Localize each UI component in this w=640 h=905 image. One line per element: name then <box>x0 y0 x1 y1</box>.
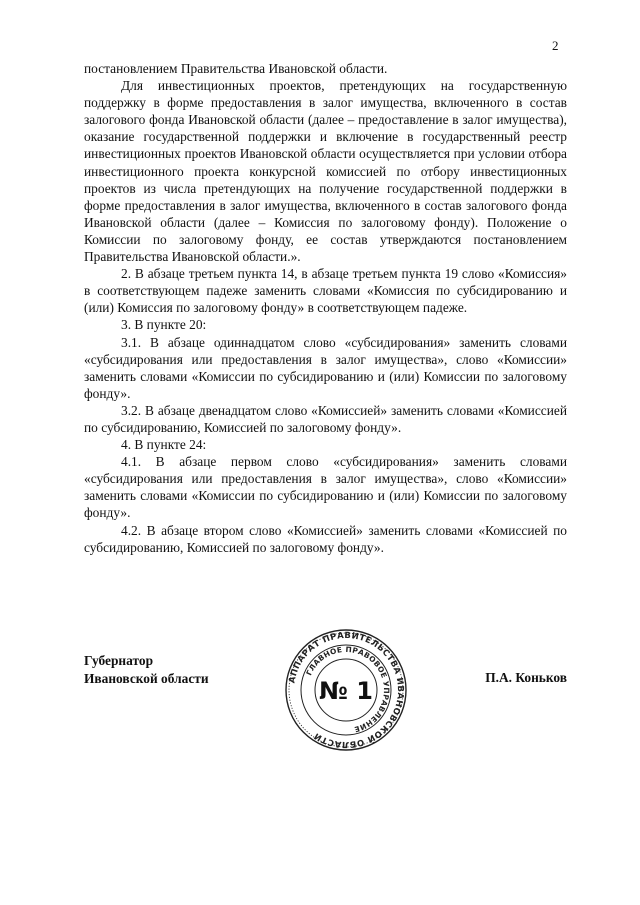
seal-outer-text: АППАРАТ ПРАВИТЕЛЬСТВА ИВАНОВСКОЙ ОБЛАСТИ <box>287 630 406 750</box>
paragraph-item-4-2: 4.2. В абзаце втором слово «Комиссией» заменить словами «Комиссией по субсидированию, Комиссией по залоговому фонду». <box>84 522 567 555</box>
official-seal <box>284 628 408 752</box>
paragraph-item-3-1: 3.1. В абзаце одиннадцатом слово «субсидирования» заменить словами «субсидирования или предоставления в залог имущества», слово «Комиссии» заменить словами «Комиссии по субсидированию и (или) Комиссии по залоговому фонду». <box>84 334 567 401</box>
signature-position-line1: Губернатор <box>84 653 154 668</box>
paragraph-investment-projects: Для инвестиционных проектов, претендующих на государственную поддержку в форме предоставления в залог имущества, включенного в состав залогового фонда Ивановской области (далее – предоставление в залог имущества), оказание государственной поддержки и включение в государственный реестр инвестиционных проектов Ивановской области осуществляется при условии отбора инвестиционного проекта конкурсной комиссией по отбору инвестиционных проектов из числа претендующих на получение государственной поддержки в форме предоставления в залог имущества, включенного в состав залогового фонда Ивановской области (далее – Комиссия по залоговому фонду). Положение о Комиссии по залоговому фонду, ее состав утверждаются постановлением Правительства Ивановской области.». <box>84 78 567 265</box>
signature-name: П.А. Коньков <box>485 670 567 685</box>
paragraph-item-4: 4. В пункте 24: <box>121 437 207 453</box>
paragraph-continuation: постановлением Правительства Ивановской области. <box>84 61 388 76</box>
paragraph-item-4-1: 4.1. В абзаце первом слово «субсидирования» заменить словами «субсидирования или предоставления в залог имущества», слово «Комиссии» заменить словами «Комиссии по субсидированию и (или) Комиссии по залоговому фонду». <box>84 454 567 521</box>
page-number: 2 <box>552 38 559 53</box>
signature-position-line2: Ивановской области <box>84 671 209 686</box>
signature-position <box>84 652 209 688</box>
seal-inner-text: ГЛАВНОЕ ПРАВОВОЕ УПРАВЛЕНИЕ <box>304 644 392 735</box>
paragraph-item-3: 3. В пункте 20: <box>121 317 207 333</box>
paragraph-item-3-2: 3.2. В абзаце двенадцатом слово «Комиссией» заменить словами «Комиссией по субсидированию, Комиссией по залоговому фонду». <box>84 402 567 435</box>
paragraph-item-2: 2. В абзаце третьем пункта 14, в абзаце третьем пункта 19 слово «Комиссия» в соответствующем падеже заменить словами «Комиссия по субсидированию и (или) Комиссия по залоговому фонду» в соответствующем падеже. <box>84 266 567 316</box>
document-body <box>84 60 567 556</box>
seal-center-number: № 1 <box>319 677 373 705</box>
